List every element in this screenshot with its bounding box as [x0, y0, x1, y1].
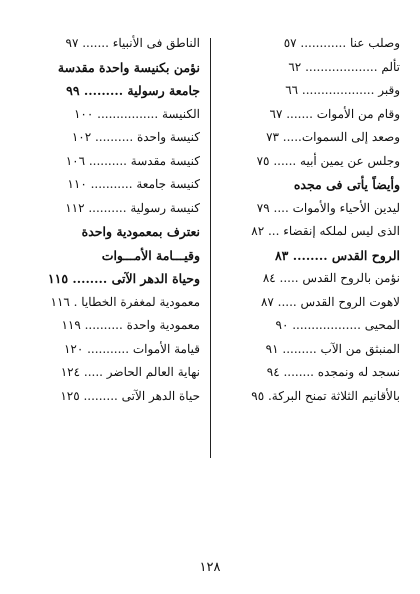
index-entry: وقام من الأموات ....... ٦٧: [269, 106, 400, 121]
index-entry: وقبر ................... ٦٦: [285, 83, 400, 97]
index-entry: وجلس عن يمين أبيه ...... ٧٥: [256, 153, 400, 168]
index-heading: جامعة رسولية ......... ٩٩: [66, 83, 200, 98]
column-divider: [210, 38, 211, 458]
right-index-column: [230, 32, 400, 408]
index-entry: المنبثق من الآب ......... ٩١: [265, 341, 400, 356]
index-entry: ليدين الأحياء والأموات .... ٧٩: [256, 200, 400, 215]
index-entry: قيامة الأموات ........... ١٢٠: [63, 341, 200, 356]
index-entry: حياة الدهر الآتى ......... ١٢٥: [60, 388, 200, 403]
index-entry: نهاية العالم الحاضر ..... ١٢٤: [60, 365, 200, 379]
index-entry: كنيسة جامعة ........... ١١٠: [67, 177, 200, 191]
index-entry: المحيى .................. ٩٠: [275, 318, 400, 332]
index-entry: الكنيسة ................ ١٠٠: [73, 106, 200, 121]
index-entry: نسجد له ونمجده ........ ٩٤: [266, 365, 400, 379]
index-heading: الروح القدس ........ ٨٣: [274, 247, 400, 263]
index-entry: نؤمن بالروح القدس ..... ٨٤: [262, 271, 400, 285]
index-entry: كنيسة رسولية .......... ١١٢: [65, 200, 200, 215]
index-entry: كنيسة واحدة .......... ١٠٢: [71, 130, 200, 144]
index-entry: معمودية واحدة .......... ١١٩: [61, 318, 200, 332]
index-entry: بالأقانيم الثلاثة تمنح البركة. ٩٥: [251, 388, 400, 403]
index-heading: وقيـــامة الأمـــوات: [101, 247, 200, 263]
index-heading: وأيضاً يأتى فى مجده: [293, 177, 400, 192]
index-entry: الناطق فى الأنبياء ....... ٩٧: [65, 36, 200, 50]
index-heading: نعترف بمعمودية واحدة: [81, 224, 200, 239]
index-entry: معمودية لمغفرة الخطايا . ١١٦: [50, 294, 200, 309]
index-entry: كنيسة مقدسة .......... ١٠٦: [65, 153, 200, 168]
index-entry: تألم ................... ٦٢: [288, 59, 400, 74]
index-entry: وصلب عنا ............ ٥٧: [283, 36, 400, 50]
index-heading: وحياة الدهر الآتى ........ ١١٥: [47, 271, 200, 286]
left-index-column: [12, 32, 200, 408]
index-entry: لاهوت الروح القدس ..... ٨٧: [260, 294, 400, 309]
index-heading: نؤمن بكنيسة واحدة مقدسة: [57, 59, 200, 75]
index-entry: وصعد إلى السموات..... ٧٣: [266, 130, 400, 144]
page-number: ١٢٨: [199, 560, 221, 575]
index-entry: الذى ليس لملكه إنقضاء ... ٨٢: [251, 224, 400, 238]
